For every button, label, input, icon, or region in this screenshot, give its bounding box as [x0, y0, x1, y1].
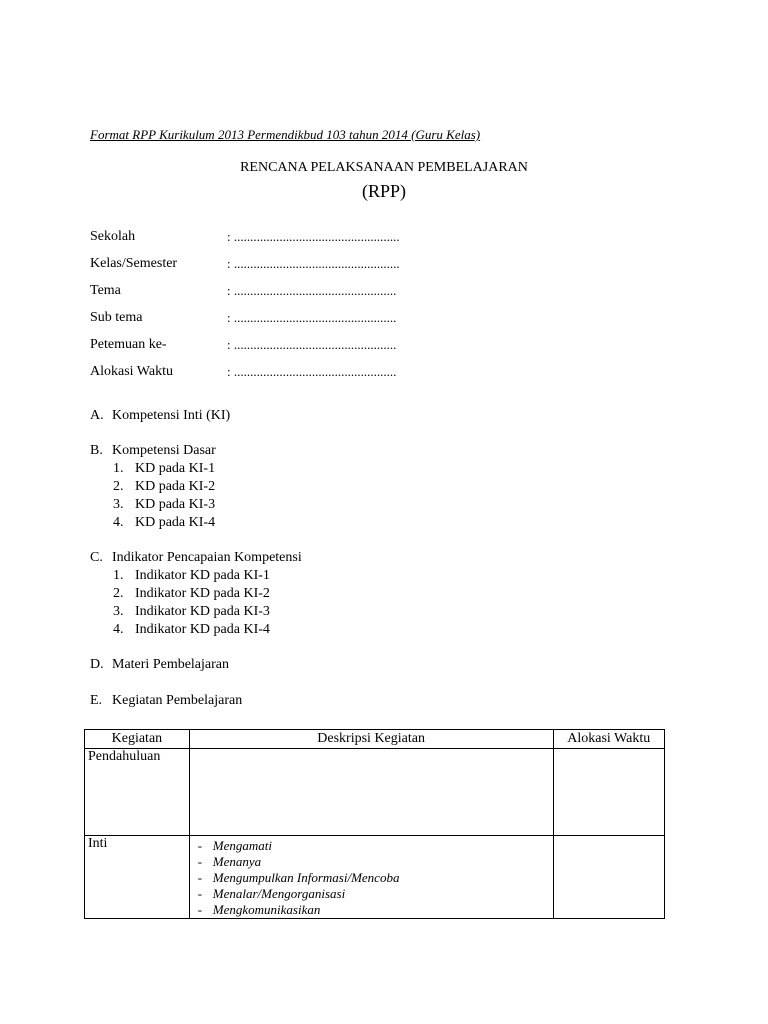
list-item: - Mengamati [197, 838, 272, 853]
field-label: Petemuan ke- [90, 337, 167, 352]
list-item: - Menanya [197, 854, 262, 869]
table-cell-time [553, 749, 665, 836]
section-d [90, 657, 229, 673]
indicator-list [113, 567, 270, 639]
field-label: Tema [90, 283, 121, 298]
list-item: 1. KD pada KI-1 [113, 461, 216, 476]
list-item: 4. Indikator KD pada KI-4 [113, 622, 270, 637]
document-subtitle: Format RPP Kurikulum 2013 Permendikbud 103 tahun 2014 (Guru Kelas) [90, 127, 481, 142]
field-label: Kelas/Semester [90, 256, 178, 271]
field-value: : .................................................. [227, 310, 397, 325]
field-label: Sekolah [90, 229, 136, 244]
section-title: Kegiatan Pembelajaran [112, 693, 243, 708]
field-value: : ................................................... [227, 229, 400, 244]
list-item: 1. Indikator KD pada KI-1 [113, 568, 270, 583]
list-item: 2. Indikator KD pada KI-2 [113, 586, 270, 601]
list-item: - Mengkomunikasikan [197, 902, 321, 917]
table-cell-time [553, 836, 665, 919]
table-row [85, 749, 665, 836]
section-letter: A. [90, 408, 104, 423]
table-row [85, 836, 665, 919]
list-item: 3. KD pada KI-3 [113, 497, 216, 512]
section-letter: D. [90, 657, 104, 672]
field-label: Alokasi Waktu [90, 364, 173, 379]
section-letter: B. [90, 443, 103, 458]
list-item: 2. KD pada KI-2 [113, 479, 216, 494]
section-title: Kompetensi Dasar [112, 443, 216, 458]
section-title: Kompetensi Inti (KI) [112, 408, 231, 423]
field-value: : .................................................. [227, 337, 397, 352]
list-item: 3. Indikator KD pada KI-3 [113, 604, 270, 619]
section-letter: C. [90, 550, 103, 565]
activity-table [84, 729, 665, 919]
section-c [90, 550, 302, 566]
list-item: 4. KD pada KI-4 [113, 515, 216, 530]
table-header-cell: Kegiatan [85, 730, 190, 749]
section-b [90, 443, 216, 459]
section-letter: E. [90, 693, 103, 708]
learning-method-list [193, 838, 550, 918]
table-header-row [85, 730, 665, 749]
field-value: : ................................................... [227, 256, 400, 271]
field-value: : .................................................. [227, 364, 397, 379]
table-cell-activity: Pendahuluan [85, 749, 190, 836]
field-label: Sub tema [90, 310, 143, 325]
table-header-cell: Alokasi Waktu [553, 730, 665, 749]
table-cell-description [189, 836, 553, 919]
section-title: Materi Pembelajaran [112, 657, 230, 672]
section-a [90, 408, 230, 424]
document-title: RENCANA PELAKSANAAN PEMBELAJARAN [240, 160, 528, 175]
section-title: Indikator Pencapaian Kompetensi [112, 550, 302, 565]
table-cell-description [189, 749, 553, 836]
list-item: - Mengumpulkan Informasi/Mencoba [197, 870, 400, 885]
table-header-cell: Deskripsi Kegiatan [189, 730, 553, 749]
section-e [90, 693, 242, 709]
competency-list [113, 460, 215, 532]
table-cell-activity: Inti [85, 836, 190, 919]
list-item: - Menalar/Mengorganisasi [197, 886, 346, 901]
field-value: : .................................................. [227, 283, 397, 298]
document-title-abbreviation: (RPP) [361, 181, 406, 201]
